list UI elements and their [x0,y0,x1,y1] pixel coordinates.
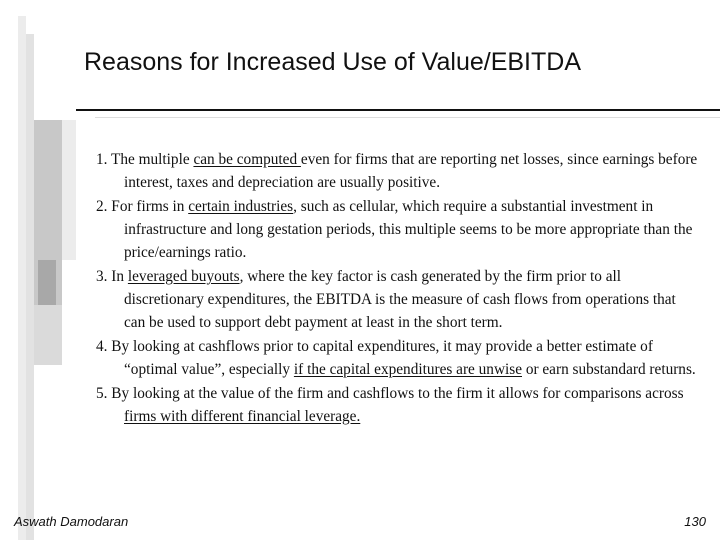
item-number: 2. [96,198,108,216]
decor-bar-6 [62,120,76,260]
decor-bar-4 [38,260,56,305]
decor-bar-1 [18,16,26,540]
item-text: The multiple [107,151,194,168]
item-number: 5. [96,384,108,402]
item-text: In [107,267,128,285]
underlined-phrase: certain industries [188,198,294,216]
list-item [96,266,700,334]
item-number: 4. [96,337,108,355]
item-text: , such as cellular, which require a substantial investment in infrastructure and long gestation periods, this multiple seems to be more appropriate than the price/earnings ratio. [124,198,693,261]
item-text: By looking at cashflows prior to capital expenditures, it may provide a better estimate of “optimal value”, especially [107,337,653,378]
list-item [96,383,700,429]
item-number: 1. [96,151,108,168]
page-number: 130 [684,514,706,529]
item-text: even for firms that are reporting net losses, since earnings before interest, taxes and depreciation are usually positive. [124,151,698,191]
footer-author: Aswath Damodaran [14,514,129,529]
item-text: or earn substandard returns. [522,360,696,378]
reasons-list [96,149,700,430]
list-item [96,149,700,195]
item-number: 3. [96,267,108,285]
title-divider-shadow [95,117,720,118]
item-text: For firms in [107,198,189,216]
decor-bar-2 [26,34,34,540]
item-text: , where the key factor is cash generated by the firm prior to all discretionary expenditures, the EBITDA is the measure of cash flows from operations that can be used to support debt payment at least in the short term. [124,267,676,331]
underlined-phrase: if the capital expenditures are unwise [293,360,522,378]
underlined-phrase: can be computed [193,151,301,168]
title-divider [76,109,720,111]
list-item [96,196,700,264]
list-item [96,336,700,382]
underlined-phrase: leveraged buyouts [127,267,240,285]
item-text: By looking at the value of the firm and cashflows to the firm it allows for comparisons across [107,384,684,402]
decor-bar-5 [34,305,62,365]
page-title: Reasons for Increased Use of Value/EBITDA [84,48,581,76]
underlined-phrase: firms with different financial leverage. [124,407,361,425]
